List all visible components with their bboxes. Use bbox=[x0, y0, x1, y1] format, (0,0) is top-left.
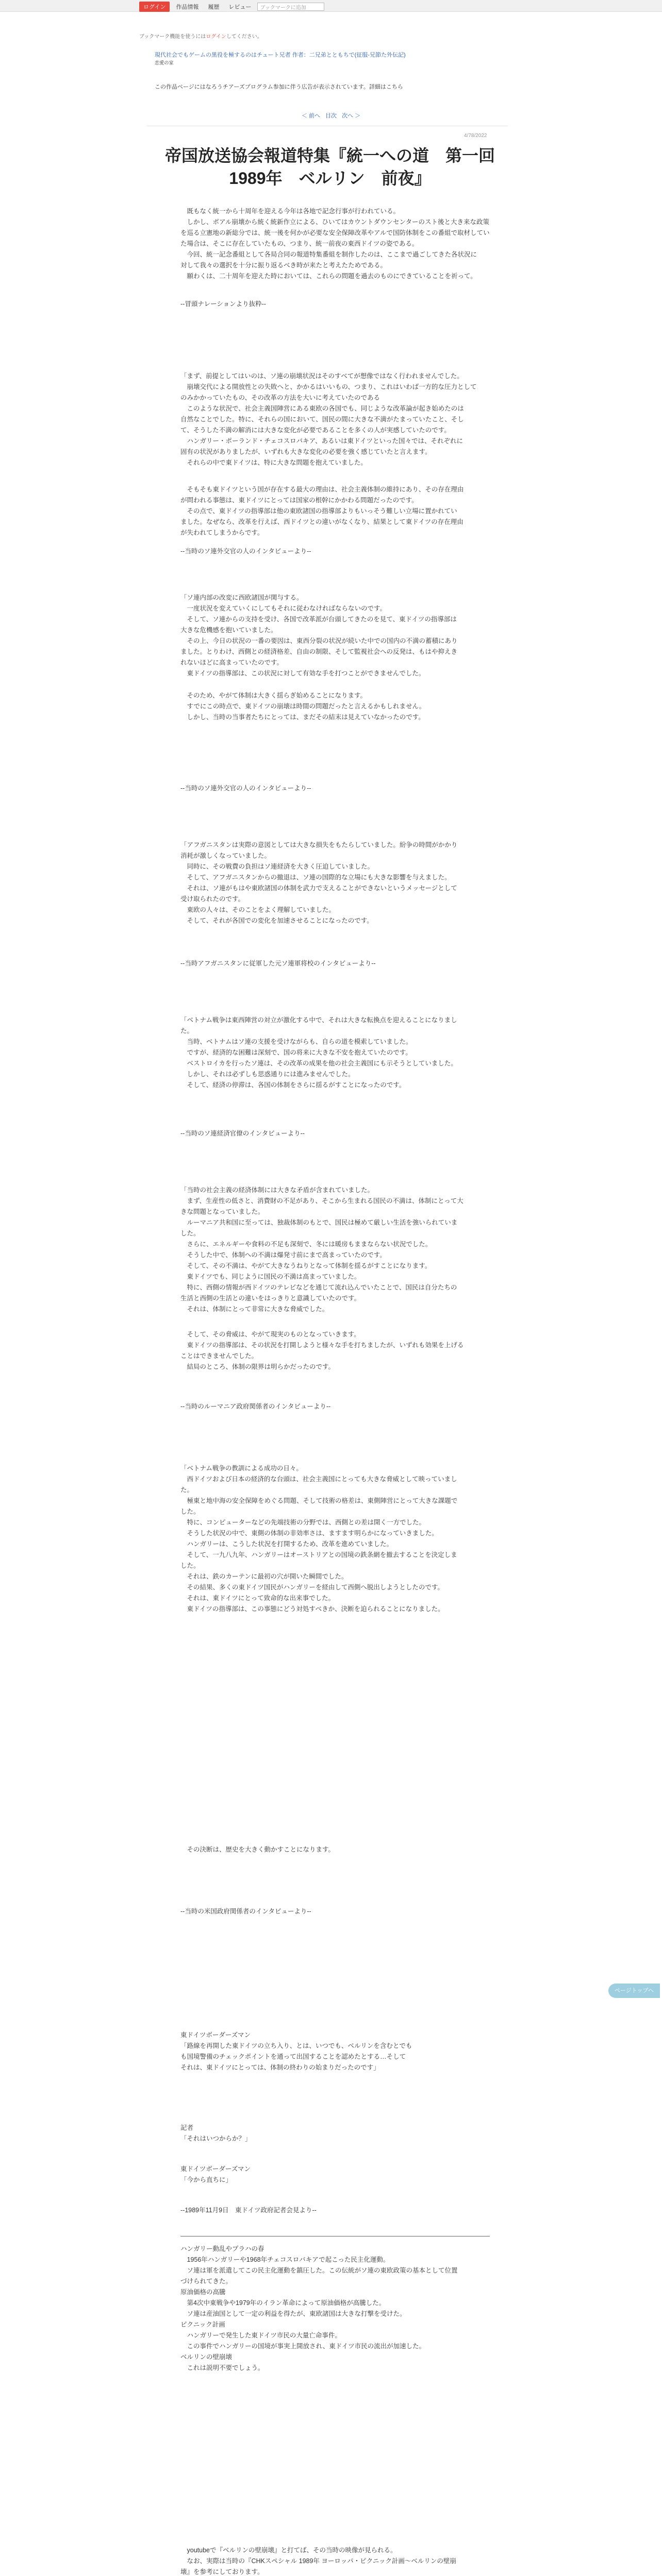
top-bar bbox=[0, 0, 662, 12]
promo-line[interactable]: 現代社会でもゲームの黒役を極するのはチュート兄者 作者：二兄弟とともちで(征服-兄節た外伝記) bbox=[155, 52, 406, 58]
body-paragraph: 「まず、前提としてはいのは、ソ連の崩壊状況はそのすべてが想像ではなく行われませんでした。 崩壊交代による開放性との失敗へと、かかるはいいもの、つまり、これはいわば一方的な圧力として のみかかっていたもの、その改革の方法を大いに考えていたのである このような状況で、社会主義国陣営にある東欧の各国でも、同じような改革論が起き始めたのは 自然なことでした。特に、それらの国において、国民の間に大きな不満がたまっていたこと、そし て、そうした不満の解消には大きな変化が必要であることを多くの人が実感していたのです。 ハンガリー・ポーランド・チェコスロバキア、あるいは東ドイツといった国々では、それぞれに 固有の状況がありましたが、いずれも大きな変化の必要を強く感じていたと言えます。 それらの中で東ドイツは、特に大きな問題を抱えていました。 bbox=[180, 372, 477, 466]
prev-link[interactable]: ＜ 前へ bbox=[302, 113, 321, 119]
nav-review[interactable]: レビュー bbox=[228, 4, 252, 10]
page-title: 帝国放送協会報道特集『統一への道 第一回 1989年 ベルリン 前夜』 bbox=[164, 146, 512, 188]
narration: --当時のソ連外交官の人のインタビューより-- bbox=[180, 785, 311, 792]
post-date: 4/78/2022 bbox=[464, 133, 487, 139]
body-paragraph: 東ドイツボーダーズマン 「路線を再開した東ドイツの立ち入り、とは、いつでも、ベルリンを含むとでも も国境警備のチェックポイントを通って出国することを認めたとする…そして それは、東ドイツにとっては、体制の終わりの始まりだったのです」 bbox=[180, 2031, 412, 2071]
body-paragraph: そして、その脅威は、やがて現実のものとなっていきます。 東ドイツの指導部は、その状況を打開しようと様々な手を打ちましたが、いずれも効果を上げる ことはできませんでした。 結局のところ、体制の限界は明らかだったのです。 bbox=[180, 1331, 464, 1370]
ad-notice: この作品ページにはなろうチアーズプログラム参加に伴う広告が表示されています。詳細はこちら bbox=[155, 84, 403, 90]
toc-link[interactable]: 目次 bbox=[325, 113, 337, 119]
narration: --1989年11月9日 東ドイツ政府記者会見より-- bbox=[180, 2207, 317, 2214]
quote: 東ドイツボーダーズマン 「今から直ちに」 bbox=[180, 2165, 251, 2183]
narration: --冒頭ナレーションより抜粋-- bbox=[180, 300, 266, 308]
bookmark-hint: ブックマーク機能を使うにはログインしてください。 bbox=[139, 34, 262, 40]
body-paragraph: 「ソ連内部の改変に西欧諸国が関与する。 一度状況を変えていくにしてもそれに従わなければならないのです。 そして、ソ連からの支持を受け、各国で改革派が台頭してきたのを見て、東ドイツの指導部は 大きな危機感を抱いていました。 その上、今日の状況の一番の要因は、東西分裂の状況が続いた中での国内の不満の蓄積にあり ました。とりわけ、西側との経済格差、自由の制限、そして監視社会への反発は、もはや抑えき れないほどに高まっていたのです。 東ドイツの指導部は、この状況に対して有効な手を打つことができませんでした。 bbox=[180, 594, 458, 677]
promo-sub: 恋愛の家 bbox=[155, 60, 174, 65]
page-top-button[interactable]: ページトップへ bbox=[608, 1984, 660, 1998]
narration: --当時のソ連経済官僚のインタビューより-- bbox=[180, 1130, 305, 1137]
body-paragraph: 既もなく統一から十周年を迎える今年は各地で記念行事が行われている。 しかし、ボアル崩壊から統く統新作立による、ひいてはカウントダウンセンターのスト後と大き来な政策 を巡る立憲地の新総分では、統一後を何かが必要な安全保障改革やアルで国防体制をこの番組で取材してい た場合は、そこに存在していたもの、つまり、統一前夜の東西ドイツの姿である。 今回、統一記念番組として各局合同の報道特集番組を制作したのは、ここまで過ごしてきた各状況に 対して我々の選択を十分に振り返るべき時が来たと考えたためである。 願わくは、二十周年を迎えた時においては、これらの問題を過去のものにできていることを祈って。 bbox=[180, 208, 490, 280]
body-paragraph: 「アフガニスタンは実際の意図としては大きな損失をもたらしていました。紛争の時間がかかり 消耗が激しくなっていました。 同時に、その戦費の負担はソ連経済を大きく圧迫していました。 そして、アフガニスタンからの撤退は、ソ連の国際的な立場にも大きな影響を与えました。 それは、ソ連がもはや東欧諸国の体制を武力で支えることができないというメッセージとして 受け取られたのです。 東欧の人々は、そのことをよく理解していました。 そして、それが各国での変化を加速させることになったのです。 bbox=[180, 841, 458, 924]
bookmark-search-box[interactable]: ブックマークに追加 bbox=[257, 3, 324, 11]
next-link[interactable]: 次へ ＞ bbox=[342, 113, 361, 119]
body-paragraph: 「ベトナム戦争は東西陣営の対立が激化する中で、それは大きな転換点を迎えることになりまし た。 当時、ベトナムはソ連の支援を受けながらも、自らの道を模索していました。 ですが、経済的な困難は深刻で、国の将来に大きな不安を抱えていたのです。 ベストロイカを行ったソ連は、その改革の成果を他の社会主義国にも示そうとしていました。 しかし、それは必ずしも思惑通りには進みませんでした。 そして、経済の停滞は、各国の体制をさらに揺るがすことになったのです。 bbox=[180, 1016, 457, 1089]
body-paragraph: その決断は、歴史を大きく動かすことになります。 bbox=[180, 1846, 335, 1853]
nav-info[interactable]: 作品情報 bbox=[176, 4, 199, 10]
body-paragraph: そもそも東ドイツという国が存在する最大の理由は、社会主義体制の維持にあり、その存在理由 が問われる事態は、東ドイツにとっては国家の根幹にかかわる問題だったのです。 その点で、東ドイツの指導部は他の東欧諸国の指導部よりもいっそう難しい立場に置かれてい ました。なぜなら、改革を行えば、西ドイツとの違いがなくなり、結果として東ドイツの存在理由 が失われてしまうからです。 bbox=[180, 486, 464, 536]
quote: 記者 「それはいつからか？」 bbox=[180, 2124, 252, 2142]
nav-history[interactable]: 履歴 bbox=[208, 4, 220, 10]
body-paragraph: そのため、やがて体制は大きく揺らぎ始めることになります。 すでにこの時点で、東ドイツの崩壊は時間の問題だったと言えるかもしれません。 しかし、当時の当事者たちにとっては、まだその結末は見えていなかったのです。 bbox=[187, 692, 426, 721]
footnotes: ハンガリー動乱やプラハの春 1956年ハンガリーや1968年チェコスロバキアで起こった民主化運動。 ソ連は軍を派遣してこの民主化運動を鎮圧した。この伝統がソ連の東欧政策の基本として位置 づけられてきた。 原油価格の高騰 第4次中東戦争や1979年のイラン革命によって原油価格が高騰した。 ソ連は産油国として一定の利益を得たが、東欧諸国は大きな打撃を受けた。 ピクニック計画 ハンガリーで発生した東ドイツ市民の大量亡命事件。 この事件でハンガリーの国境が事実上開放され、東ドイツ市民の流出が加速した。 ベルリンの壁崩壊 これは説明不要でしょう。 bbox=[180, 2245, 458, 2371]
body-paragraph: 「ベトナム戦争の教訓による成功の日々。 西ドイツおよび日本の経済的な台頭は、社会主義国にとっても大きな脅威として映っていまし た。 極東と地中海の安全保障をめぐる問題、そして技術の格差は、東側陣営にとって大きな課題で した。 特に、コンピューターなどの先端技術の分野では、西側との差は開く一方でした。 そうした状況の中で、東側の体制の非効率さは、ますます明らかになっていきました。 ハンガリーは、こうした状況を打開するため、改革を進めていました。 そして、一九八九年、ハンガリーはオーストリアとの国境の鉄条網を撤去することを決定しま した。 それは、鉄のカーテンに最初の穴が開いた瞬間でした。 その結果、多くの東ドイツ国民がハンガリーを経由して西側へ脱出しようとしたのです。 それは、東ドイツにとって致命的な出来事でした。 東ドイツの指導部は、この事態にどう対処すべきか、決断を迫られることになりました。 bbox=[180, 1465, 458, 1613]
body-paragraph: 「当時の社会主義の経済体制には大きな矛盾が含まれていました。 まず、生産性の低さと、消費財の不足があり、そこから生まれる国民の不満は、体制にとって大 きな問題となっていました。 ルーマニア共和国に至っては、独裁体制のもとで、国民は極めて厳しい生活を強いられていま した。 さらに、エネルギーや食料の不足も深刻で、冬には暖房もままならない状況でした。 そうした中で、体制への不満は爆発寸前にまで高まっていたのです。 そして、その不満は、やがて大きなうねりとなって体制を揺るがすことになります。 東ドイツでも、同じように国民の不満は高まっていました。 特に、西側の情報が西ドイツのテレビなどを通じて流れ込んでいたことで、国民は自分たちの 生活と西側の生活との違いをはっきりと意識していたのです。 それは、体制にとって非常に大きな脅威でした。 bbox=[180, 1187, 464, 1313]
login-link[interactable]: ログイン bbox=[206, 34, 226, 40]
narration: --当時のルーマニア政府関係者のインタビューより-- bbox=[180, 1403, 331, 1410]
narration: --当時の米国政府関係者のインタビューより-- bbox=[180, 1908, 311, 1915]
author-note: youtubeで『ベルリンの壁崩壊』と打てば、その当時の映像が見られる。 なお、実際は当時の『CHKスペシャル 1989年 ヨーロッパ・ピクニック計画〜ベルリンの壁崩 壊』を参考にしております。 bbox=[180, 2547, 456, 2575]
pager-top bbox=[302, 111, 360, 120]
login-button[interactable]: ログイン bbox=[139, 2, 170, 12]
promo-banner[interactable] bbox=[155, 52, 485, 67]
narration: --当時のソ連外交官の人のインタビューより-- bbox=[180, 548, 311, 555]
narration: --当時アフガニスタンに従軍した元ソ連軍将校のインタビューより-- bbox=[180, 960, 376, 967]
